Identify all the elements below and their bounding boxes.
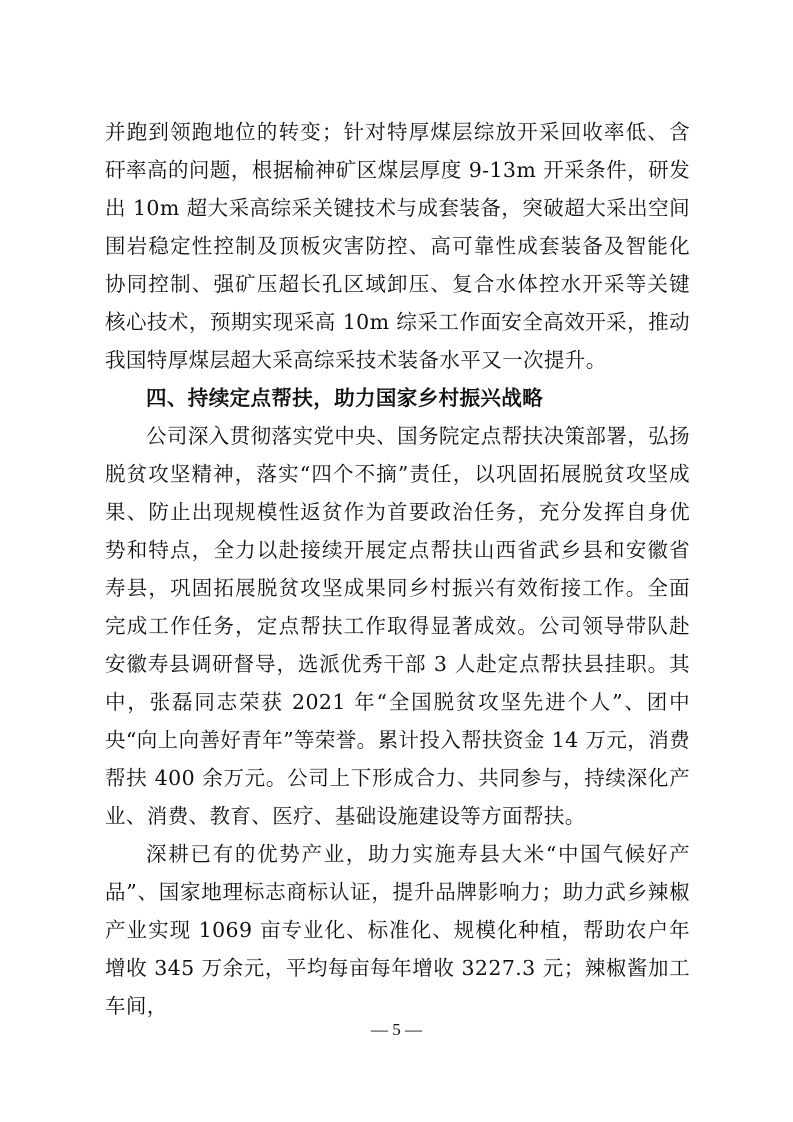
- paragraph-continued: 并跑到领跑地位的转变；针对特厚煤层综放开采回收率低、含矸率高的问题，根据榆神矿区煤层厚度 9-13m 开采条件，研发出 10m 超大采高综采关键技术与成套装备，突破超大采出空间围岩稳定性控制及顶板灾害防控、高可靠性成套装备及智能化协同控制、强矿压超长孔区域卸压、复合水体控水开采等关键核心技术，预期实现采高 10m 综采工作面安全高效开采，推动我国特厚煤层超大采高综采技术装备水平又一次提升。: [105, 120, 690, 372]
- page-number: — 5 —: [371, 1020, 422, 1039]
- body-text: [105, 113, 690, 1025]
- section-heading: 四、持续定点帮扶，助力国家乡村振兴战略: [146, 386, 544, 410]
- paragraph-poverty-alleviation: 公司深入贯彻落实党中央、国务院定点帮扶决策部署，弘扬脱贫攻坚精神，落实“四个不摘”责任，以巩固拓展脱贫攻坚成果、防止出现规模性返贫作为首要政治任务，充分发挥自身优势和特点，全力以赴接续开展定点帮扶山西省武乡县和安徽省寿县，巩固拓展脱贫攻坚成果同乡村振兴有效衔接工作。全面完成工作任务，定点帮扶工作取得显著成效。公司领导带队赴安徽寿县调研督导，选派优秀干部 3 人赴定点帮扶县挂职。其中，张磊同志荣获 2021 年“全国脱贫攻坚先进个人”、团中央“向上向善好青年”等荣誉。累计投入帮扶资金 14 万元，消费帮扶 400 余万元。公司上下形成合力、共同参与，持续深化产业、消费、教育、医疗、基础设施建设等方面帮扶。: [105, 424, 690, 828]
- paragraph-industry-support: 深耕已有的优势产业，助力实施寿县大米“中国气候好产品”、国家地理标志商标认证，提升品牌影响力；助力武乡辣椒产业实现 1069 亩专业化、标准化、规模化种植，帮助农户年增收 345 万余元，平均每亩每年增收 3227.3 元；辣椒酱加工车间，: [105, 842, 690, 1018]
